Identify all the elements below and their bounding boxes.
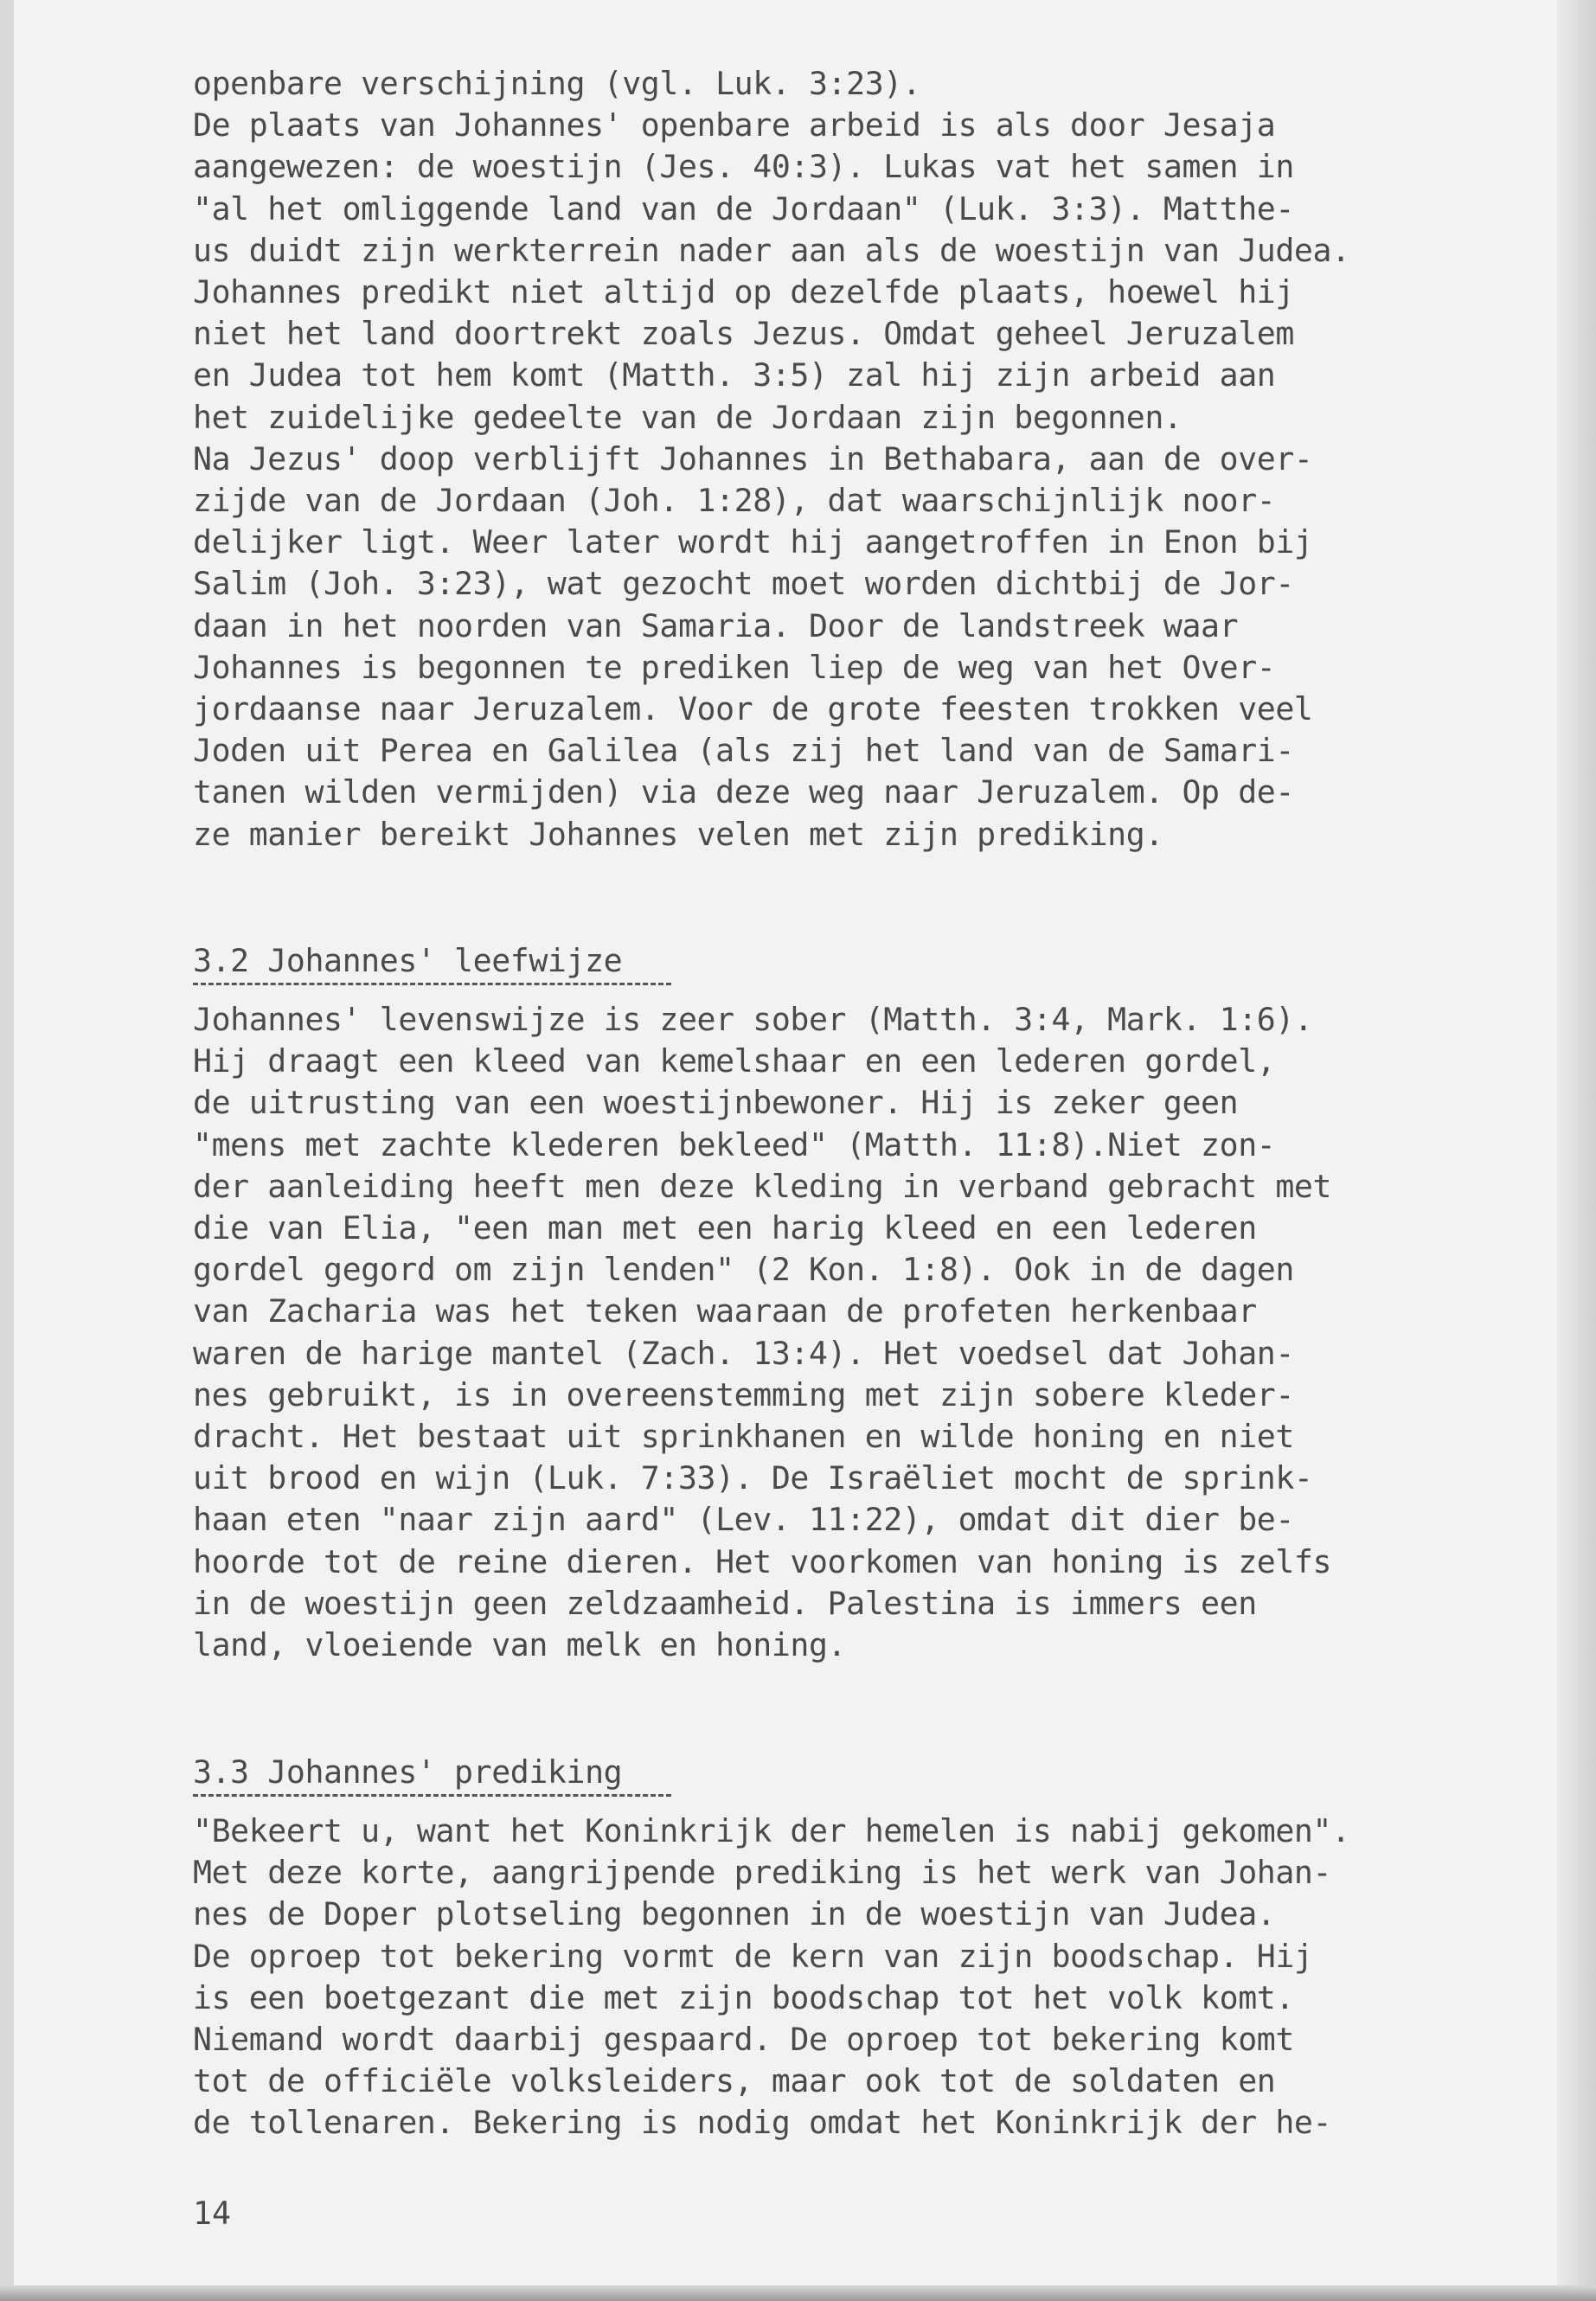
section-heading-prediking: 3.3 Johannes' prediking: [193, 1753, 623, 1791]
prediking-paragraph: "Bekeert u, want het Koninkrijk der hemelen is nabij gekomen". Met deze korte, aangrijpende prediking is het werk van Johan- nes de Doper plotseling begonnen in de woestijn van Judea. De oproep tot bekering vormt de kern van zijn boodschap. Hij is een boetgezant die met zijn boodschap tot het volk komt. Niemand wordt daarbij gespaard. De oproep tot bekering komt tot de officiële volksleiders, maar ook tot de soldaten en de tollenaren. Bekering is nodig omdat het Koninkrijk der he-: [193, 1812, 1350, 2142]
scan-bottom-edge: [0, 2285, 1596, 2301]
heading-underline: [193, 1794, 671, 1797]
page-number: 14: [193, 2195, 231, 2232]
heading-underline: [193, 983, 671, 985]
intro-paragraph: openbare verschijning (vgl. Luk. 3:23). De plaats van Johannes' openbare arbeid is als door Jesaja aangewezen: de woestijn (Jes. 40:3). Lukas vat het samen in "al het omliggende land van de Jordaan" (Luk. 3:3). Matthe- us duidt zijn werkterrein nader aan als de woestijn van Judea. Johannes predikt niet altijd op dezelfde plaats, hoewel hij niet het land doortrekt zoals Jezus. Omdat geheel Jeruzalem en Judea tot hem komt (Matth. 3:5) zal hij zijn arbeid aan het zuidelijke gedeelte van de Jordaan zijn begonnen. Na Jezus' doop verblijft Johannes in Bethabara, aan de over- zijde van de Jordaan (Joh. 1:28), dat waarschijnlijk noor- delijker ligt. Weer later wordt hij aangetroffen in Enon bij Salim (Joh. 3:23), wat gezocht moet worden dichtbij de Jor- daan in het noorden van Samaria. Door de landstreek waar Johannes is begonnen te prediken liep de weg van het Over- jordaanse naar Jeruzalem. Voor de grote feesten trokken veel Joden uit Perea en Galilea (als zij het land van de Samari- tanen wilden vermijden) via deze weg naar Jeruzalem. Op de- ze manier bereikt Johannes velen met zijn prediking.: [193, 65, 1350, 853]
leefwijze-paragraph: Johannes' levenswijze is zeer sober (Matth. 3:4, Mark. 1:6). Hij draagt een kleed van kemelshaar en een lederen gordel, de uitrusting van een woestijnbewoner. Hij is zeker geen "mens met zachte klederen bekleed" (Matth. 11:8).Niet zon- der aanleiding heeft men deze kleding in verband gebracht met die van Elia, "een man met een harig kleed en een lederen gordel gegord om zijn lenden" (2 Kon. 1:8). Ook in de dagen van Zacharia was het teken waaraan de profeten herkenbaar waren de harige mantel (Zach. 13:4). Het voedsel dat Johan- nes gebruikt, is in overeenstemming met zijn sobere kleder- dracht. Het bestaat uit sprinkhanen en wilde honing en niet uit brood en wijn (Luk. 7:33). De Israëliet mocht de sprink- haan eten "naar zijn aard" (Lev. 11:22), omdat dit dier be- hoorde tot de reine dieren. Het voorkomen van honing is zelfs in de woestijn geen zeldzaamheid. Palestina is immers een land, vloeiende van melk en honing.: [193, 1001, 1332, 1664]
section-heading-leefwijze: 3.2 Johannes' leefwijze: [193, 942, 623, 979]
